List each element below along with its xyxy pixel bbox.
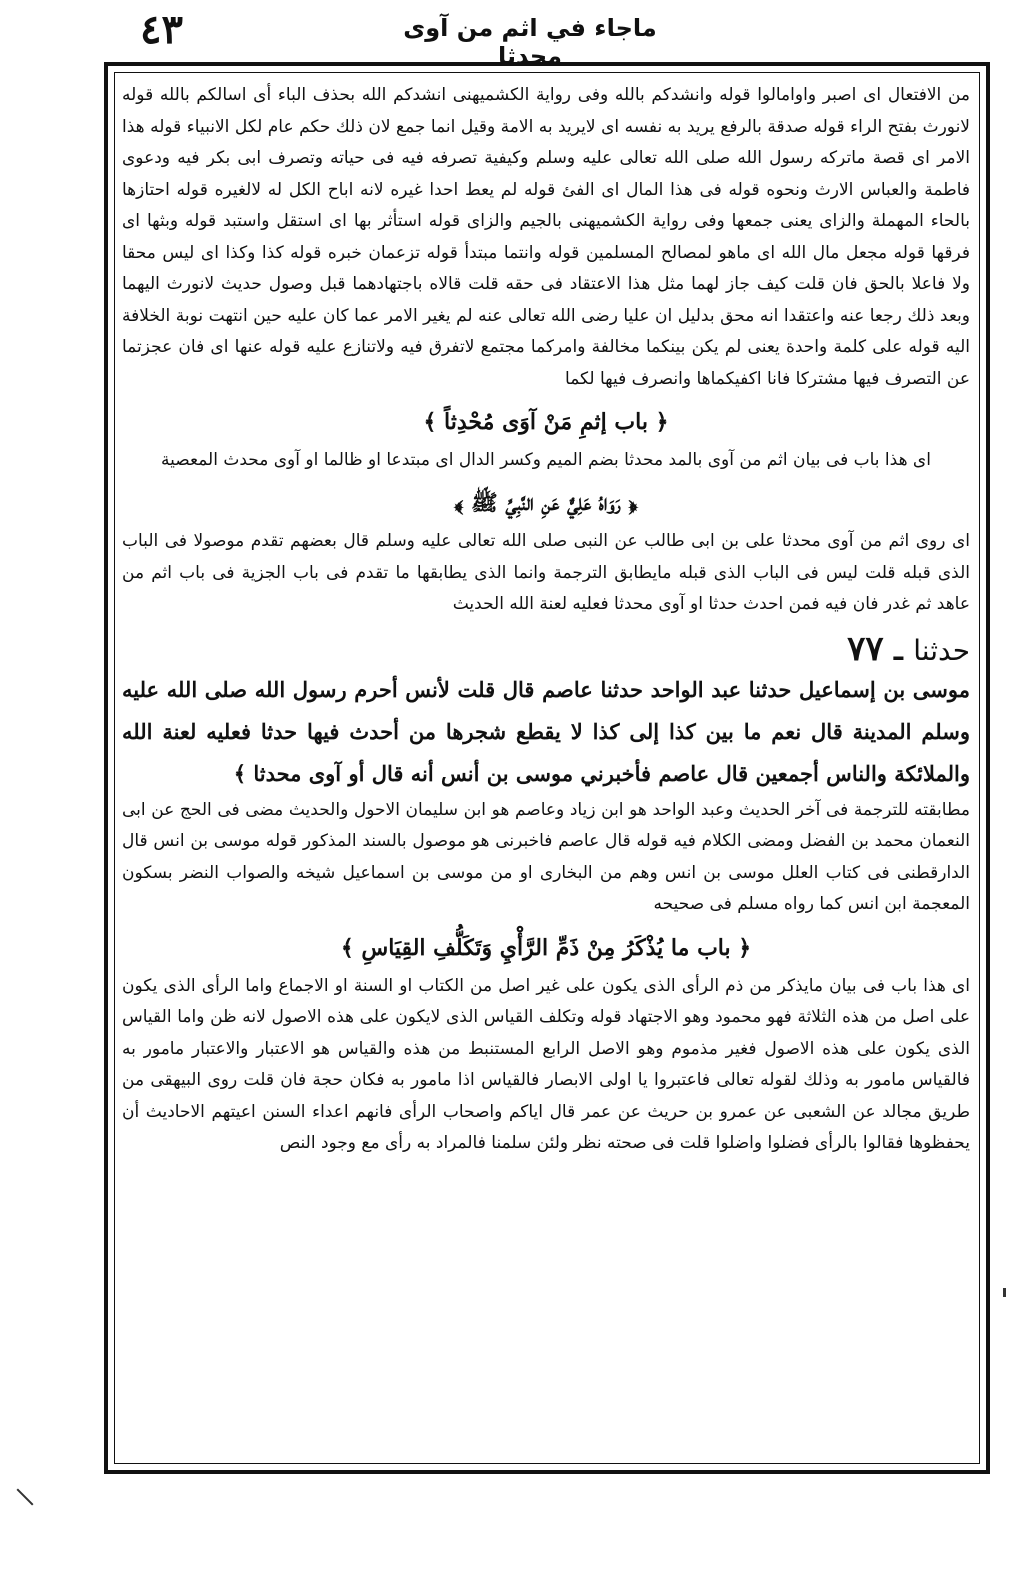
hadith-lead: حدثنا [913, 633, 970, 667]
commentary-paragraph: من الافتعال اى اصبر واوامالوا قوله وانشدكم بالله وفى رواية الكشميهنى انشدكم الله بحذف الباء أى اسالكم بالله قوله لانورث بفتح الراء قوله صدقة بالرفع يريد به نفسه اى لايريد به الامة وقيل انما جمع لان ذلك حكم عام لكل الانبياء قوله هذا الامر اى قصة ماتركه رسول الله صلى الله تعالى عليه وسلم وكيفية تصرفه فيه فى حياته وتصرف ابى بكر فيه ودعوى فاطمة والعباس الارث ونحوه قوله فى هذا المال اى الفئ قوله لم يعط احدا غيره لانه اباح الكل له لالغيره قوله احتازها بالحاء المهملة والزاى يعنى جمعها وفى رواية الكشميهنى بالجيم والزاى قوله استأثر بها اى استقل واستبد قوله وبثها اى فرقها قوله مجعل مال الله اى ماهو لمصالح المسلمين قوله وانتما مبتدأ قوله تزعمان خبره قوله كذا وكذا اى ليس محقا ولا فاعلا بالحق فان قلت كيف جاز لهما مثل هذا الاعتقاد فى حقه قلت قالاه باجتهادهما قبل وصول حديث لانورث اليهما وبعد ذلك رجعا عنه واعتقدا انه محق بدليل ان عليا رضى الله تعالى عنه لم يغير الامر عما كان عليه حين انتهت نوبة الخلافة اليه قوله على كلمة واحدة يعنى لم يكن بينكما مخالفة وامركما مجتمع لاتفرق فيه ولاتنازع عليه قوله عنها اى فان عجزتما عن التصرف فيها مشتركا فانا اكفيكماها وانصرف فيها لكما [122, 85, 970, 389]
commentary-paragraph: اى هذا باب فى بيان مايذكر من ذم الرأى الذى يكون على غير اصل من الكتاب او السنة او الاجماع واما الرأى الذى يكون على اصل من هذه الثلاثة فهو محمود وهو الاجتهاد قوله وتكلف القياس الذى لايكون على هذه الاصول لانه ظن واما القياس الذى يكون على هذه الاصول فغير مذموم وهو الاصل الرابع المستنبط من هذه والقياس هو الاعتبار والاعتبار مامور به فالقياس مامور به وذلك لقوله تعالى فاعتبروا يا اولى الابصار فالقياس اذا مامور به فكان حجة فان قلت روى البيهقى من طريق مجالد عن الشعبى عن عمرو بن حريث عن عمر قال اياكم واصحاب الرأى فانهم اعداء السنن اعيتهم الاحاديث أن يحفظوها فقالوا بالرأى فضلوا واضلوا قلت فى صحته نظر ولئن سلمنا فالمراد به رأى مع وجود النص [122, 975, 970, 1153]
scan-mark [17, 1489, 34, 1506]
chapter-heading: ﴿ باب إثمِ مَنْ آوَى مُحْدِثاً ﴾ [423, 409, 669, 435]
running-head: ماجاء في اثم من آوى محدثا [403, 14, 657, 70]
chapter-explanation: اى هذا باب فى بيان اثم من آوى بالمد محدثا بضم الميم وكسر الدال اى مبتدعا او ظالما او آوى محدث المعصية [161, 450, 931, 470]
page-content [122, 80, 970, 1458]
commentary-paragraph: مطابقته للترجمة فى آخر الحديث وعبد الواحد هو ابن زياد وعاصم هو ابن سليمان الاحول والحديث مضى فى الحج عن ابى النعمان محمد بن الفضل ومضى الكلام فيه قوله قال عاصم فاخبرنى هو موصول بالسند المذكور قوله موسى بن انس قال الدارقطنى فى كتاب العلل موسى بن انس وهم من البخارى او من موسى بن اسماعيل شيخه والصواب النضر بسكون المعجمة ابن انس كما رواه مسلم فى صحيحه [122, 799, 970, 914]
hadith-number: ٧٧ [847, 628, 884, 669]
narration-heading: ﴿ رَوَاهُ عَلِيٌّ عَنِ النَّبِيِّ ﷺ ﴾ [454, 490, 638, 516]
hadith-dash: ـ [893, 633, 904, 667]
commentary-paragraph: اى روى اثم من آوى محدثا على بن ابى طالب عن النبى صلى الله تعالى عليه وسلم قال بعضهم تقدم موصولا فى الباب الذى قبله قلت ليس فى الباب الذى قبله مايطابق الترجمة وانما الذى يطابقها ما تقدم فى باب الجزية فى باب اثم من عاهد ثم غدر فان فيه فمن احدث حدثا او آوى محدثا فعليه لعنة الله الحديث [122, 531, 970, 614]
hadith-text: موسى بن إسماعيل حدثنا عبد الواحد حدثنا عاصم قال قلت لأنس أحرم رسول الله صلى الله عليه وسلم المدينة قال نعم ما بين كذا إلى كذا لا يقطع شجرها من أحدث فيها حدثا فعليه لعنة الله والملائكة والناس أجمعين قال عاصم فأخبرني موسى بن أنس أنه قال أو آوى محدثا ﴾ [122, 676, 970, 786]
page-number: ٤٣ [140, 6, 183, 53]
scan-mark [1003, 1288, 1006, 1297]
chapter-heading: ﴿ باب ما يُذْكَرُ مِنْ ذَمِّ الرَّأْيِ وَتَكَلُّفِ القِيَاسِ ﴾ [340, 934, 752, 961]
hadith-header [122, 629, 970, 669]
